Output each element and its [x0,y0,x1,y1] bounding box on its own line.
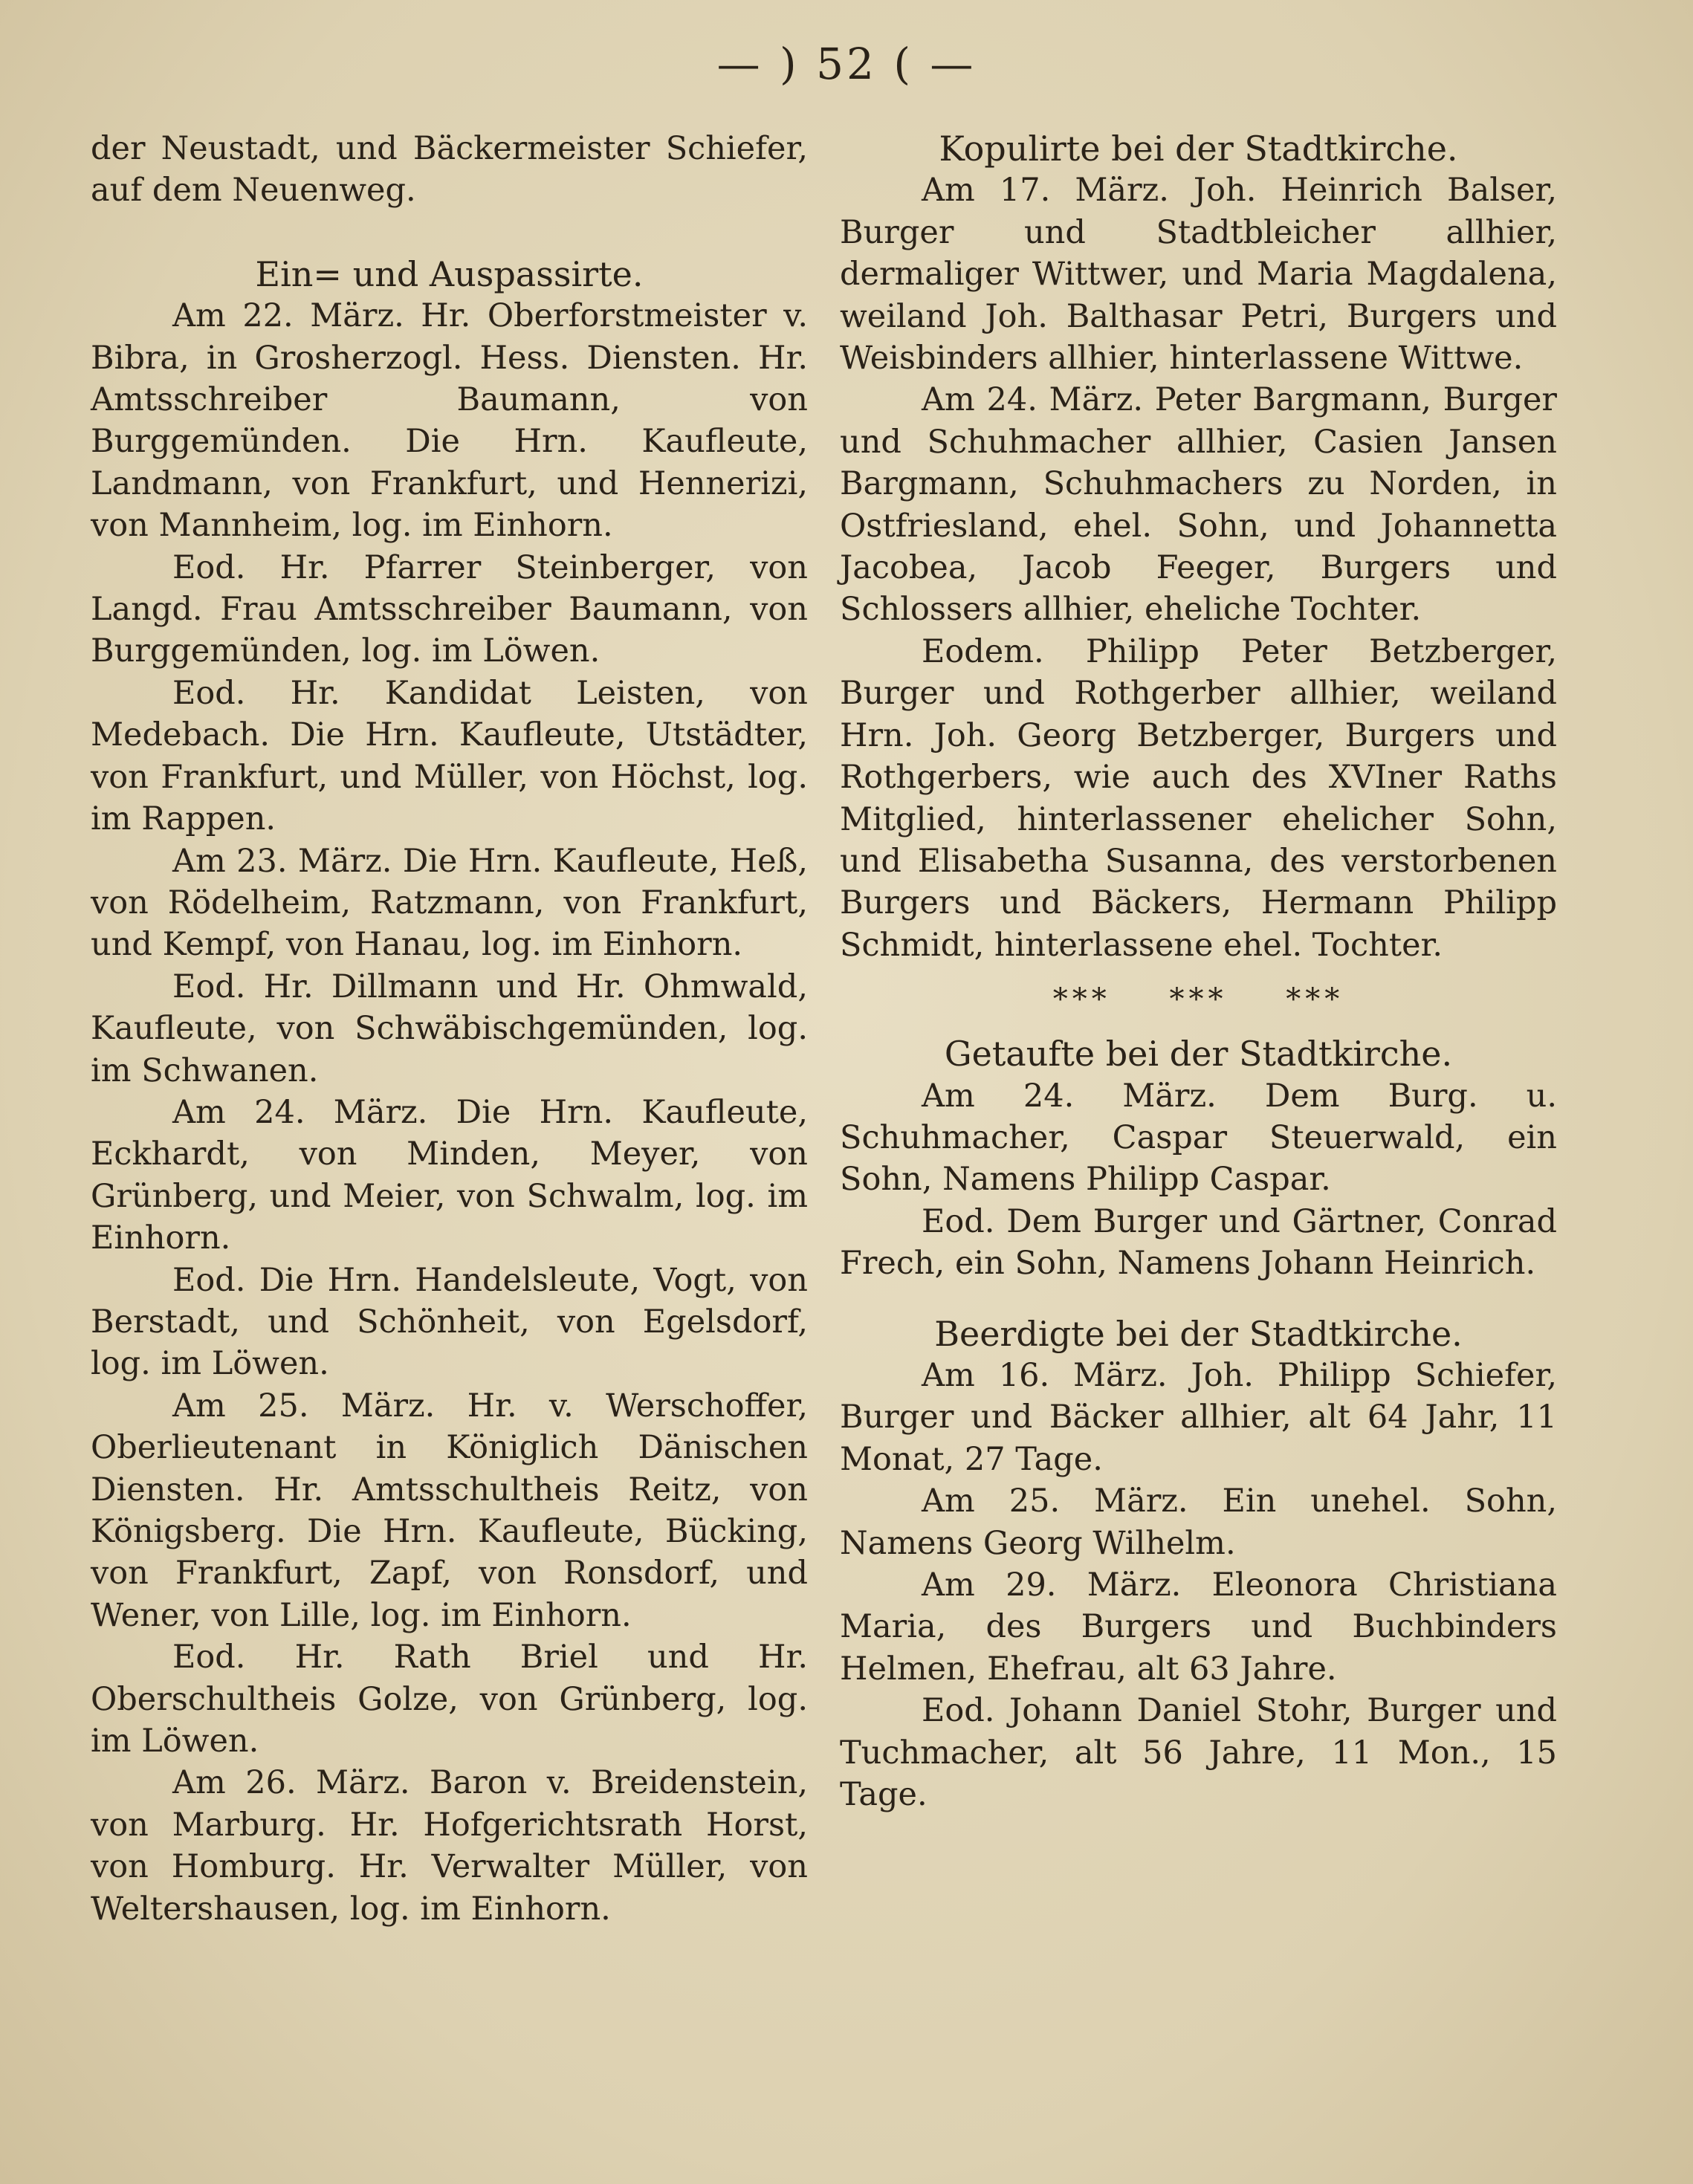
asterism-separator: *** *** *** [1052,982,1344,1017]
baptism-entry: Eod. Dem Burger und Gärtner, Conrad Frech, ein Sohn, Namens Johann Heinrich. [840,1202,1557,1283]
burial-entry: Am 25. März. Ein unehel. Sohn, Namens Georg Wilhelm. [840,1483,1557,1562]
burial-entry: Eod. Johann Daniel Stohr, Burger und Tuchmacher, alt 56 Jahre, 11 Mon., 15 Tage. [840,1692,1557,1814]
continued-entry: der Neustadt, und Bäckermeister Schiefer, auf dem Neuenweg. [91,130,808,210]
section-title-baptisms: Getaufte bei der Stadtkirche. [944,1034,1453,1075]
left-column [91,128,808,1930]
section-title-marriages: Kopulirte bei der Stadtkirche. [939,129,1458,169]
arrival-entry: Am 25. März. Hr. v. Werschoffer, Oberlieutenant in Königlich Dänischen Diensten. Hr. Amtsschultheis Reitz, von Königsberg. Die Hrn. Kaufleute, Bücking, von Frankfurt, Zapf, von Ronsdorf, und Wener, von Lille, log. im Einhorn. [91,1387,808,1634]
arrival-entry: Eod. Die Hrn. Handelsleute, Vogt, von Berstadt, und Schönheit, von Egelsdorf, log. im Löwen. [91,1261,808,1383]
section-title-arrivals: Ein= und Auspassirte. [255,253,644,294]
baptism-entry: Am 24. März. Dem Burg. u. Schuhmacher, Caspar Steuerwald, ein Sohn, Namens Philipp Caspar. [840,1077,1557,1199]
arrival-entry: Am 23. März. Die Hrn. Kaufleute, Heß, von Rödelheim, Ratzmann, von Frankfurt, und Kempf, von Hanau, log. im Einhorn. [91,842,808,964]
section-arrivals [91,253,808,1930]
page-number: — ) 52 ( — [716,39,977,89]
section-marriages [840,128,1557,966]
section-title-burials: Beerdigte bei der Stadtkirche. [934,1313,1463,1354]
arrival-entry: Am 24. März. Die Hrn. Kaufleute, Eckhardt, von Minden, Meyer, von Grünberg, und Meier, von Schwalm, log. im Einhorn. [91,1093,808,1257]
arrival-entry: Eod. Hr. Dillmann und Hr. Ohmwald, Kaufleute, von Schwäbischgemünden, log. im Schwanen. [91,968,808,1089]
marriage-entry: Am 24. März. Peter Bargmann, Burger und Schuhmacher allhier, Casien Jansen Bargmann, Schuhmachers zu Norden, in Ostfriesland, ehel. Sohn, und Johannetta Jacobea, Jacob Feeger, Burgers und Schlossers allhier, eheliche Tochter. [840,381,1557,629]
section-burials [840,1313,1557,1816]
section-baptisms [840,1033,1557,1284]
arrival-entry: Eod. Hr. Kandidat Leisten, von Medebach. Die Hrn. Kaufleute, Utstädter, von Frankfurt, und Müller, von Höchst, log. im Rappen. [91,674,808,838]
burial-entry: Am 16. März. Joh. Philipp Schiefer, Burger und Bäcker allhier, alt 64 Jahr, 11 Monat, 27 Tage. [840,1356,1557,1478]
right-column [840,128,1557,1815]
burial-entry: Am 29. März. Eleonora Christiana Maria, des Burgers und Buchbinders Helmen, Ehefrau, alt 63 Jahre. [840,1566,1557,1688]
marriage-entry: Am 17. März. Joh. Heinrich Balser, Burger und Stadtbleicher allhier, dermaliger Wittwer, und Maria Magdalena, weiland Joh. Balthasar Petri, Burgers und Weisbinders allhier, hinterlassene Wittwe. [840,172,1557,377]
marriage-entry: Eodem. Philipp Peter Betzberger, Burger und Rothgerber allhier, weiland Hrn. Joh. Georg Betzberger, Burgers und Rothgerbers, wie auch des XVIner Raths Mitglied, hinterlassener ehelicher Sohn, und Elisabetha Susanna, des verstorbenen Burgers und Bäckers, Hermann Philipp Schmidt, hinterlassene ehel. Tochter. [840,632,1557,964]
arrival-entry: Am 22. März. Hr. Oberforstmeister v. Bibra, in Grosherzogl. Hess. Diensten. Hr. Amtsschreiber Baumann, von Burggemünden. Die Hrn. Kaufleute, Landmann, von Frankfurt, und Hennerizi, von Mannheim, log. im Einhorn. [91,297,808,545]
arrival-entry: Eod. Hr. Pfarrer Steinberger, von Langd. Frau Amtsschreiber Baumann, von Burggemünden, log. im Löwen. [91,548,808,670]
arrival-entry: Eod. Hr. Rath Briel und Hr. Oberschultheis Golze, von Grünberg, log. im Löwen. [91,1639,808,1760]
arrival-entry: Am 26. März. Baron v. Breidenstein, von Marburg. Hr. Hofgerichtsrath Horst, von Homburg. Hr. Verwalter Müller, von Weltershausen, log. im Einhorn. [91,1764,808,1928]
